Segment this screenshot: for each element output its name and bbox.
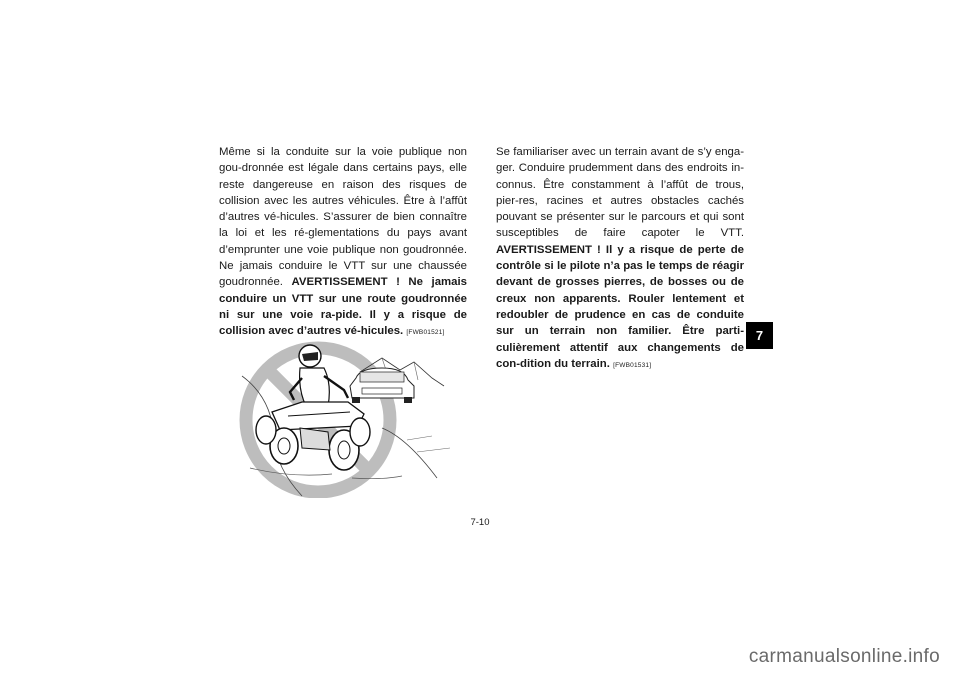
left-warning-code: [FWB01521] (406, 329, 445, 337)
right-warning-text: AVERTISSEMENT ! Il y a risque de perte de contrôle si le pilote n’a pas le temps de réagir devant de grosses pierres, de bosses ou de creux non apparents. Rouler lentement et redoubler de prudence en cas de conduite sur un terrain non familier. Être parti-culièrement attentif aux changements de con-dition du terrain. (496, 243, 744, 370)
left-warning-text: AVERTISSEMENT ! Ne jamais conduire un VTT sur une route goudronnée ni sur une voie ra-pide. Il y a risque de collision avec d’autres vé-hicules. (219, 276, 468, 338)
left-paragraph (219, 144, 467, 342)
page-number: 7-10 (470, 517, 490, 528)
watermark: carmanualsonline.info (748, 646, 940, 667)
car-drawing (350, 368, 414, 403)
left-intro-text: Même si la conduite sur la voie publique non gou-dronnée est légale dans certains pays, elle reste dangereuse en raison des risques de collision avec les autres véhicules. Être à l’affût d’autres vé-hicules. S’assurer de bien connaître la loi et les ré-glementations du pays avant d’emprunter une voie publique non goudronnée. Ne jamais conduire le VTT sur une chaussée goudronnée. (219, 146, 467, 289)
right-column (496, 144, 744, 374)
atv-road-prohibition-illustration (232, 328, 464, 498)
chapter-tab: 7 (746, 322, 773, 349)
right-intro-text: Se familiariser avec un terrain avant de s’y enga-ger. Conduire prudemment dans des endroits in-connus. Être constamment à l’affût de trous, pier-res, racines et autres obstacles cachés pouvant se présenter sur le parcours et qui sont susceptibles de faire capoter le VTT. (496, 146, 744, 240)
left-column (219, 144, 467, 342)
atv-drawing (256, 402, 370, 470)
right-paragraph (496, 144, 744, 374)
right-warning-code: [FWB01531] (613, 361, 652, 369)
